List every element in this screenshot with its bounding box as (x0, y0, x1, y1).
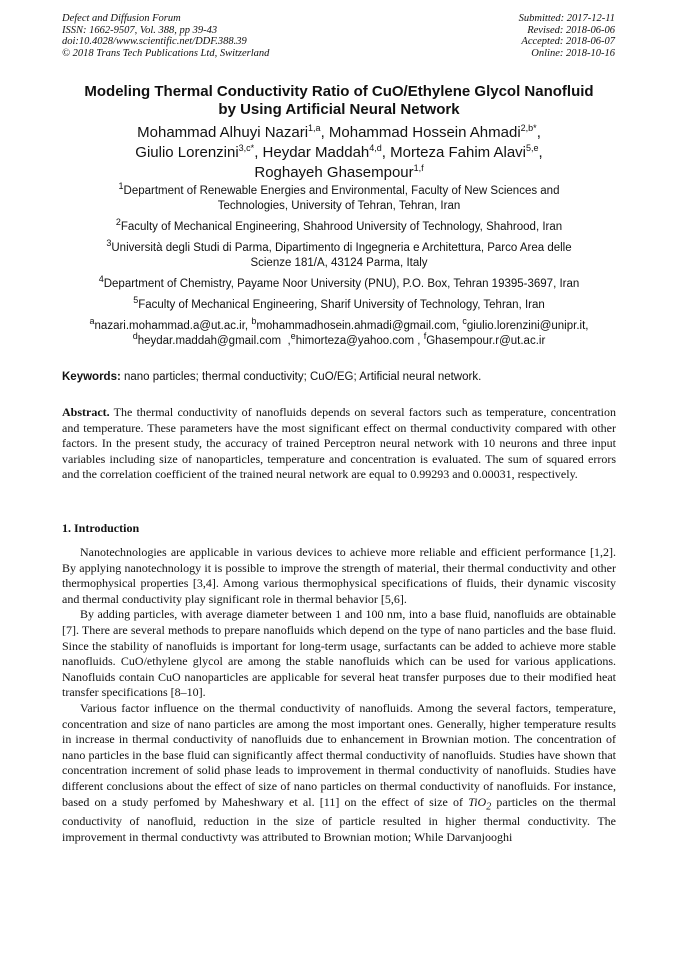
paragraph: Nanotechnologies are applicable in various devices to achieve more reliable and efficient performance [1,2]. By applying nanotechnology it is possible to improve the strength of material, their thermal conductivity and other thermophysical properties [3,4]. Among various thermophysical specifications of fluids, their dynamic viscosity and thermal conductivity play significant role in thermal behavior [5,6]. (62, 545, 616, 606)
section-heading: 1. Introduction (62, 521, 140, 535)
author-affil-mark: 4,d (369, 143, 382, 153)
email-link[interactable]: Ghasempour.r@ut.ac.ir (426, 335, 546, 347)
author-name: Heydar Maddah (262, 144, 370, 161)
date-submitted: Submitted: 2017-12-11 (518, 13, 615, 24)
author-name: Roghayeh Ghasempour (254, 164, 414, 181)
author-affil-mark: 1,a (308, 123, 321, 133)
email-link[interactable]: giulio.lorenzini@unipr.it, (466, 320, 589, 332)
keywords (62, 371, 481, 383)
author-affil-mark: 1,f (413, 163, 424, 173)
abstract-label: Abstract. (62, 405, 110, 419)
journal-copyright: © 2018 Trans Tech Publications Ltd, Switzerland (62, 47, 270, 59)
journal-doi: doi:10.4028/www.scientific.net/DDF.388.39 (62, 36, 247, 47)
email-link[interactable]: himorteza@yahoo.com , (295, 335, 421, 347)
author-list: Mohammad Alhuyi Nazari$^{1,a}$, Mohammad Hossein Ahmadi$^{2,b*}$, Giulio Lorenzini$^{3,c*}$, Heydar Maddah$^{4,d}$, Morteza Fahim Alavi$^{5,e}$, Roghayeh Ghasempour$^{1,f}$ (135, 123, 543, 181)
author-affil-mark: 5,e (526, 143, 539, 153)
title-line-2: by Using Artificial Neural Network (218, 101, 460, 118)
paragraph: By adding particles, with average diameter between 1 and 100 nm, into a base fluid, nanofluids are obtainable [7]. There are several methods to prepare nanofluids which depend on the type of nano particles and the base fluid. Since the stability of nanofluids is important for long-term usage, surfactants can be added to achieve more stable nanofluids. CuO/ethylene glycol are among the stable nanofluids which can be used for various applications. Nanofluids contain CuO nanoparticles are applicable for several heat transfer purposes due to their modified heat transfer specifications [8–10]. (62, 607, 616, 700)
section-body (62, 545, 616, 846)
author-name: Morteza Fahim Alavi (390, 144, 527, 161)
author-name: Giulio Lorenzini (135, 144, 239, 161)
email-link[interactable]: nazari.mohammad.a@ut.ac.ir, (94, 320, 249, 332)
author-affil-mark: 2,b* (520, 123, 537, 133)
email-link[interactable]: heydar.maddah@gmail.com (137, 335, 282, 347)
affiliation: $^2$Faculty of Mechanical Engineering, Shahrood University of Technology, Shahrood, Iran (115, 217, 563, 233)
affiliation: $^4$Department of Chemistry, Payame Noor University (PNU), P.O. Box, Tehran 19395-3697, Iran (98, 274, 580, 290)
author-name: Mohammad Alhuyi Nazari (137, 124, 309, 141)
abstract (62, 405, 616, 483)
affiliation: $^1$Department of Renewable Energies and Environmental, Faculty of New Sciences and Technologies, University of Tehran, Tehran, Iran (118, 181, 560, 212)
paragraph: Various factor influence on the thermal conductivity of nanofluids. Among the several factors, temperature, concentration and size of nano particles are among the most important ones. Generally, higher temperature results in increase in thermal conductivity of nanofluids due to enhancement in Brownian motion. The concentration of nano particles in the base fluid can significantly affect thermal conductivity of nanofluids. Studies have shown that concentration increment of solid phase leads to improvement in thermal conductivity of nanofluids. Studies have different conclusions about the effect of size of nano particles on thermal conductivity of nanofluids. For instance, based on a study perfomed by Maheshwary et al. [11] on the effect of size of TiO$_2$ particles on the thermal conductivity of nanofluid, reduction in the size of particle resulted in higher thermal conductivity. The improvement in thermal conductivty was attributed to Brownian motion; While Darvanjooghi (62, 700, 616, 845)
date-revised: Revised: 2018-06-06 (527, 24, 615, 36)
date-accepted: Accepted: 2018-06-07 (521, 36, 615, 47)
author-name: Mohammad Hossein Ahmadi (328, 124, 521, 141)
keywords-label: Keywords: (62, 371, 121, 383)
author-affil-mark: 3,c* (238, 143, 255, 153)
formula: TiO$_2$ (468, 794, 492, 812)
journal-name: Defect and Diffusion Forum (62, 13, 181, 24)
email-list: $^a$nazari.mohammad.a@ut.ac.ir, $^b$mohammadhosein.ahmadi@gmail.com, $^c$giulio.lorenzini@unipr.it, $^d$heydar.maddah@gmail.com ,$^e$himorteza@yahoo.com , $^f$Ghasempour.r@ut.ac.ir (89, 316, 589, 347)
keywords-text: nano particles; thermal conductivity; CuO/EG; Artificial neural network. (120, 371, 482, 383)
date-online: Online: 2018-10-16 (531, 47, 615, 59)
title-line-1: Modeling Thermal Conductivity Ratio of CuO/Ethylene Glycol Nanofluid (84, 83, 594, 100)
journal-info (62, 13, 269, 59)
affiliation: $^5$Faculty of Mechanical Engineering, Sharif University of Technology, Tehran, Iran (133, 295, 545, 311)
abstract-text: The thermal conductivity of nanofluids depends on several factors such as temperature, concentration and temperature. These parameters have the most significant effect on thermal conductivity compared with other factors. In the present study, the accuracy of trained Perceptron neural network with 10 neurons and three input variables including size of nanoparticles, temperature and concentration is evaluated. The sum of squared errors and the correlation coefficient of the trained neural network are equal to 0.99293 and 0.00031, respectively. (62, 405, 616, 482)
journal-issn: ISSN: 1662-9507, Vol. 388, pp 39-43 (62, 24, 218, 36)
email-link[interactable]: mohammadhosein.ahmadi@gmail.com, (256, 320, 460, 332)
paper-title (40, 83, 638, 119)
affiliation-list (50, 181, 628, 349)
affiliation: $^3$Università degli Studi di Parma, Dipartimento di Ingegneria e Architettura, Parco Area delle Scienze 181/A, 43124 Parma, Italy (106, 238, 572, 269)
publication-dates (519, 13, 615, 59)
